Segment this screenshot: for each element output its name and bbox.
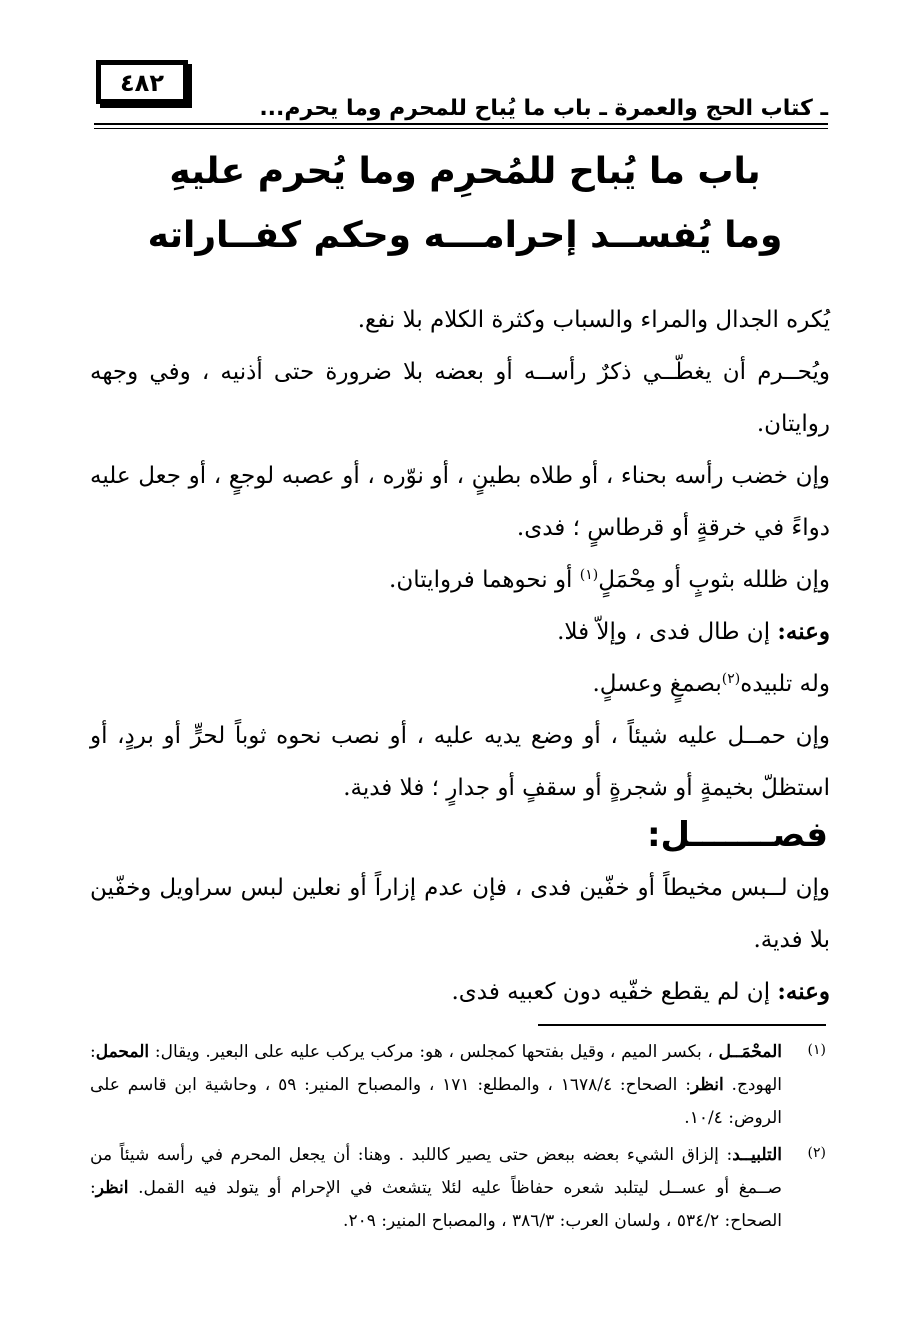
paragraph: يُكره الجدال والمراء والسباب وكثرة الكلام بلا نفع.	[357, 307, 830, 333]
section-heading: فصـــــــل:	[646, 815, 828, 855]
section-text	[90, 862, 830, 1018]
footnote-marker: (١)	[807, 1042, 826, 1058]
footnote-ref-2[interactable]: (٢)	[721, 671, 741, 687]
chapter-title-line-2: وما يُفســد إحرامـــه وحكم كفــاراته	[147, 215, 783, 256]
paragraph: وإن خضب رأسه بحناء ، أو طلاه بطينٍ ، أو نوّره ، أو عصبه لوجعٍ ، أو جعل عليه دواءً في خرقةٍ أو قرطاسٍ ؛ فدى.	[90, 463, 830, 541]
footnote-rule	[538, 1024, 826, 1026]
lead-word: وعنه:	[777, 618, 830, 645]
main-text	[90, 294, 830, 814]
paragraph: وعنه: إن لم يقطع خفّيه دون كعبيه فدى.	[451, 978, 830, 1005]
footnotes	[90, 1036, 830, 1242]
page-number: ٤٨٢	[120, 69, 164, 97]
running-header: ـ كتاب الحج والعمرة ـ باب ما يُباح للمحرم وما يحرم...	[259, 96, 828, 121]
paragraph: وإن لــبس مخيطاً أو خفّين فدى ، فإن عدم إزاراً أو نعلين لبس سراويل وخفّين بلا فدية.	[90, 875, 830, 953]
footnote-ref-1[interactable]: (١)	[579, 567, 599, 583]
footnote-marker: (٢)	[807, 1145, 826, 1161]
paragraph: ويُحــرم أن يغطّــي ذكرٌ رأســه أو بعضه بلا ضرورة حتى أذنيه ، وفي وجهه روايتان.	[90, 359, 830, 437]
footnote-1: (١) المحْمَــل ، بكسر الميم ، وقيل بفتحها كمجلس ، هو: مركب يركب عليه على البعير. ويقال: المحمل: الهودج. انظر: الصحاح: ١٦٧٨/٤ ، والمطلع: ١٧١ ، والمصباح المنير: ٥٩ ، وحاشية ابن قاسم على الروض: ١٠/٤.	[90, 1036, 830, 1135]
paragraph: وإن حمــل عليه شيئاً ، أو وضع يديه عليه ، أو نصب نحوه ثوباً لحرٍّ أو بردٍ، أو استظلّ بخيمةٍ أو شجرةٍ أو سقفٍ أو جدارٍ ؛ فلا فدية.	[90, 723, 830, 801]
header-rule	[94, 123, 828, 125]
lead-word: وعنه:	[777, 978, 830, 1005]
footnote-2: (٢) التلبيــد: إلزاق الشيء بعضه ببعض حتى يصير كاللبد . وهنا: أن يجعل المحرم في رأسه شيئاً من صــمغ أو عســل ليتلبد شعره حفاظاً عليه لئلا يتشعث في الإحرام أو يتولد فيه القمل. انظر: الصحاح: ٥٣٤/٢ ، ولسان العرب: ٣٨٦/٣ ، والمصباح المنير: ٢٠٩.	[90, 1139, 830, 1238]
paragraph: وإن ظلله بثوبٍ أو مِحْمَلٍ$^{(١)}$ أو نحوهما فروايتان.	[389, 567, 830, 593]
paragraph: وله تلبيده$^{(٢)}$بصمغٍ وعسلٍ.	[592, 671, 830, 697]
paragraph: وعنه: إن طال فدى ، وإلاّ فلا.	[557, 618, 830, 645]
chapter-title-line-1: باب ما يُباح للمُحرِم وما يُحرم عليهِ	[169, 151, 761, 192]
header-rule-thin	[94, 128, 828, 129]
